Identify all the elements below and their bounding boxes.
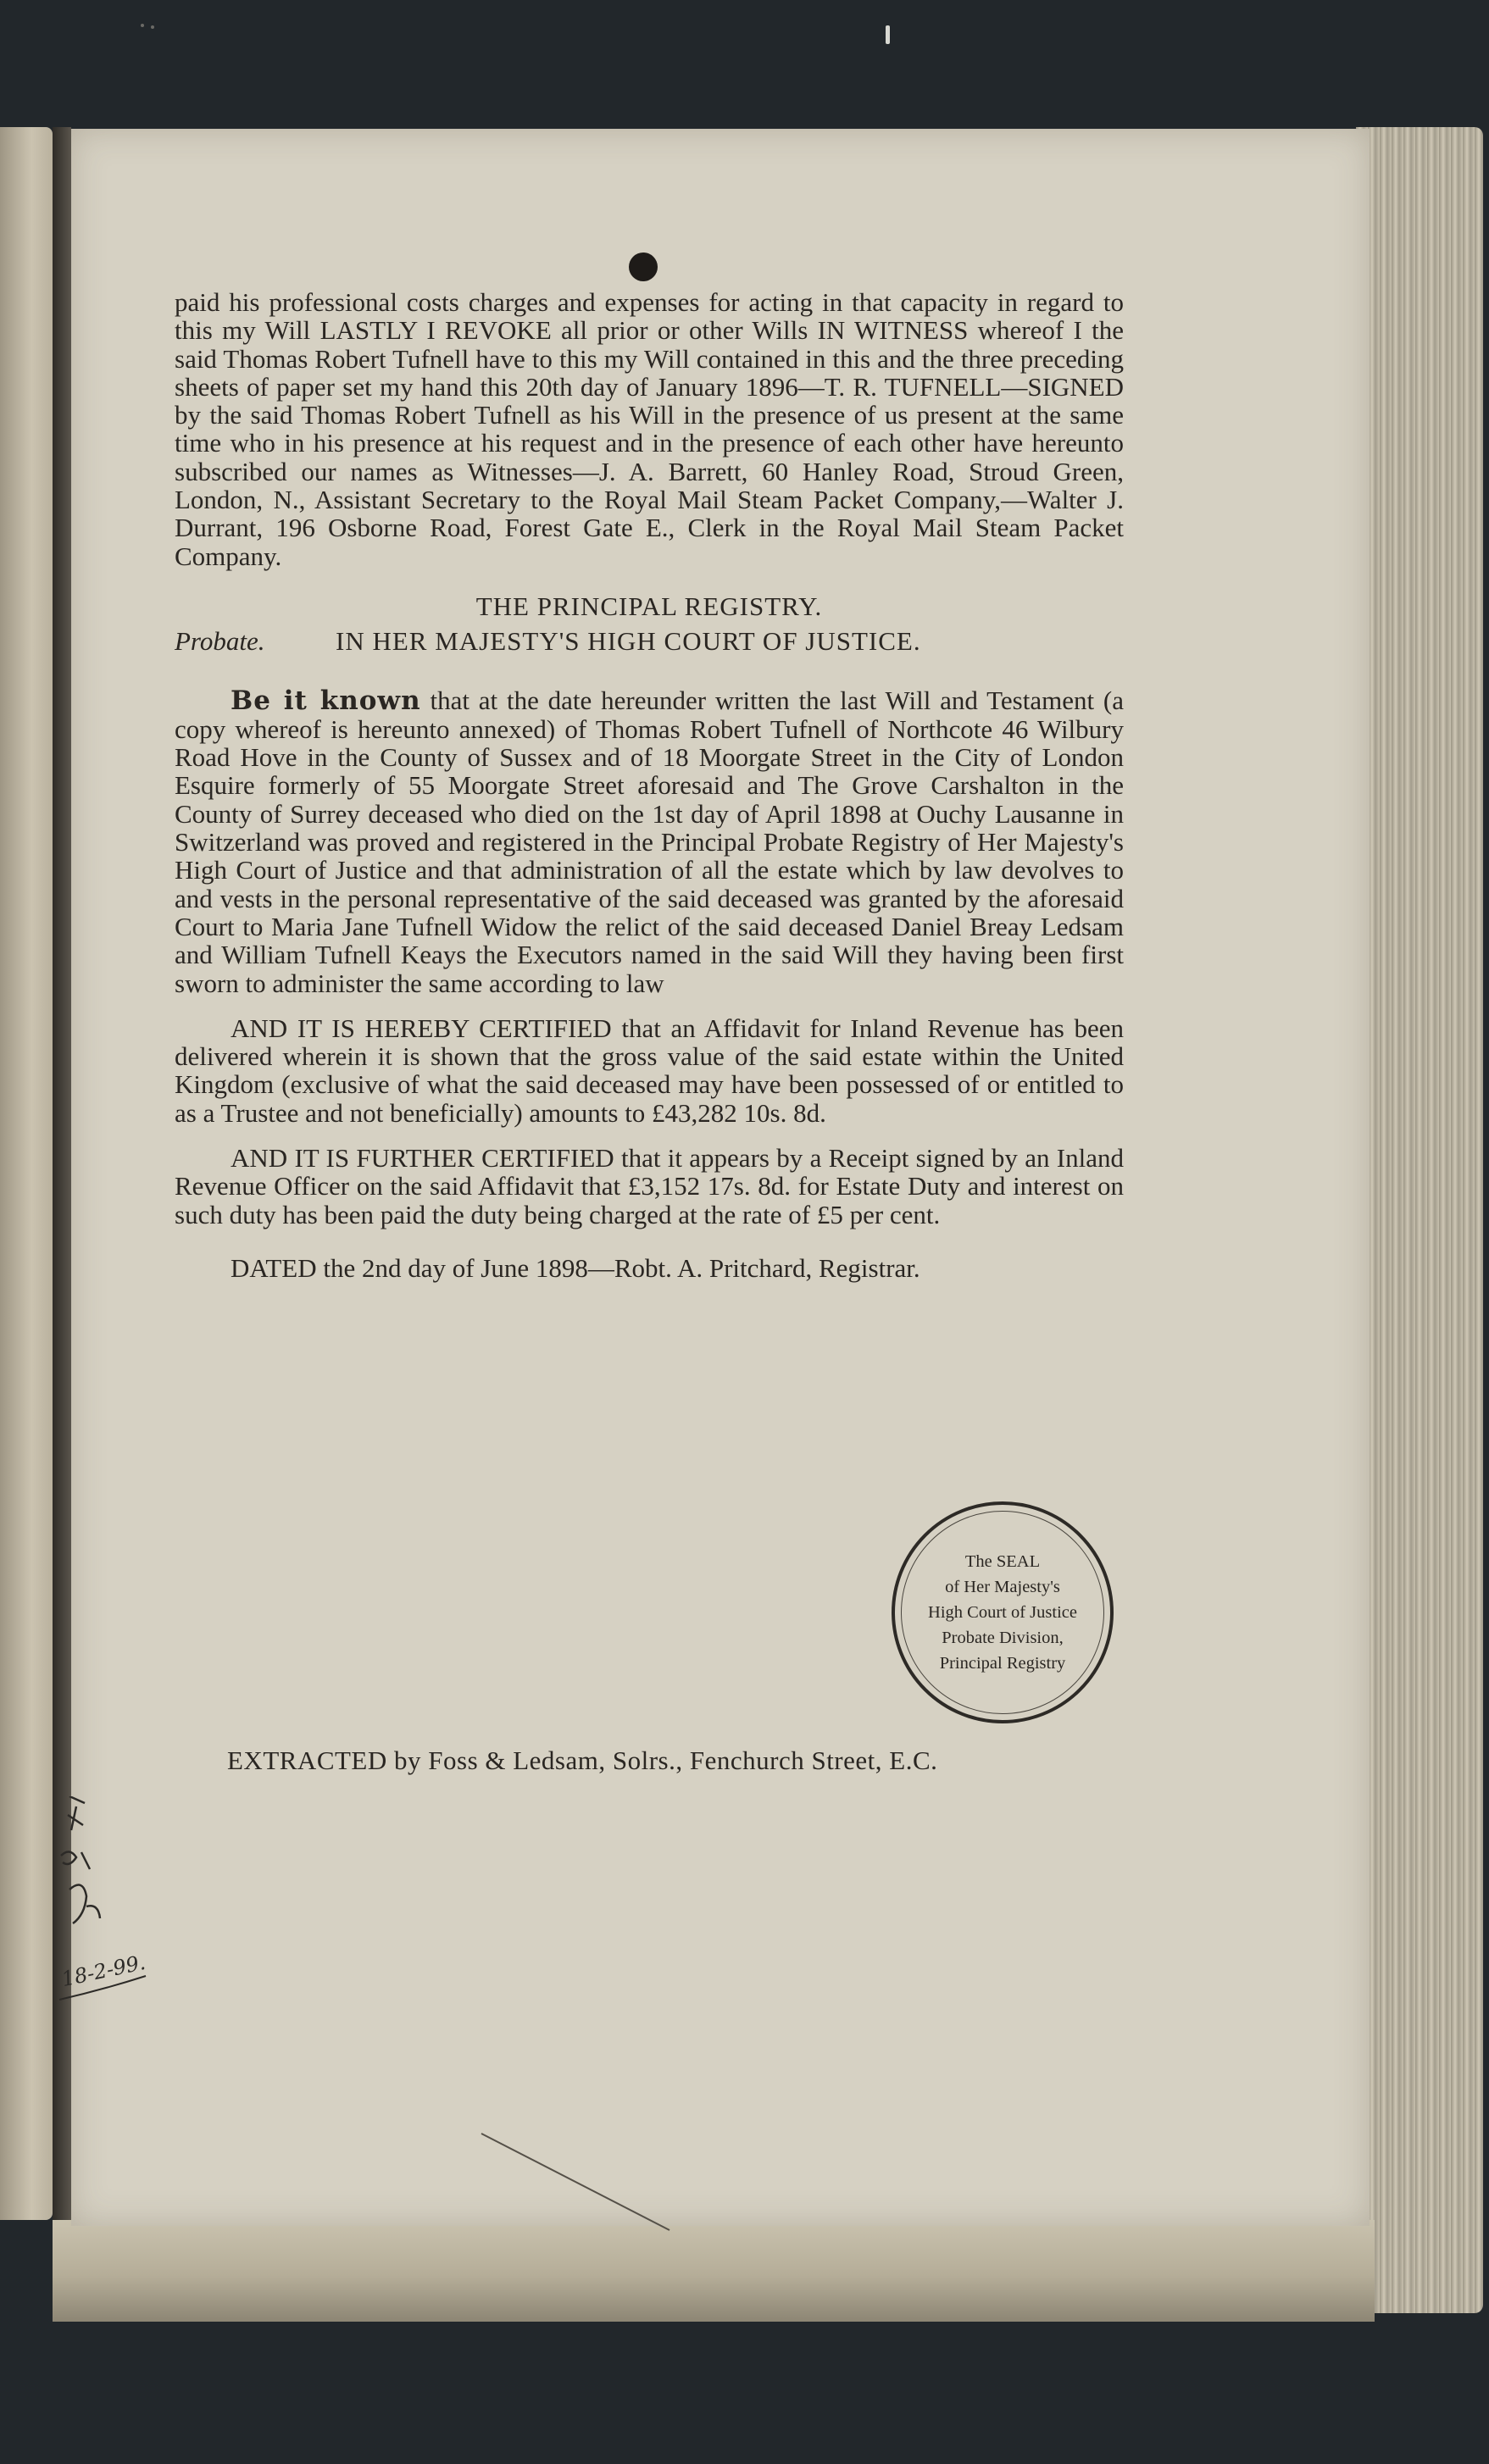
left-page-edge [0, 127, 53, 2220]
court-heading-row [175, 627, 1124, 655]
court-heading: IN HER MAJESTY'S HIGH COURT OF JUSTICE. [336, 626, 921, 657]
will-closing-paragraph: paid his professional costs charges and expenses for acting in that capacity in regard to this my Will LASTLY I REVOKE all prior or other Wills IN WITNESS whereof I the said Thomas Robert Tufnell have to this my Will contained in this and the three preceding sheets of paper set my hand this 20th day of January 1896—T. R. TUFNELL—SIGNED by the said Thomas Robert Tufnell as his Will in the presence of us present at the same time who in his presence at his request and in the presence of each other have hereunto subscribed our names as Witnesses—J. A. Barrett, 60 Hanley Road, Stroud Green, London, N., Assistant Secretary to the Royal Mail Steam Packet Company,—Walter J. Durrant, 196 Osborne Road, Forest Gate E., Clerk in the Royal Mail Steam Packet Company. [175, 287, 1124, 571]
seal-line: High Court of Justice [928, 1603, 1077, 1622]
seal-line: Principal Registry [939, 1654, 1066, 1673]
grant-text: that at the date hereunder written the last Will and Testament (a copy whereof is hereunto annexed) of Thomas Robert Tufnell of Northcote 46 Wilbury Road Hove in the County of Sussex and of 18 Moorgate Street in the City of London Esquire formerly of 55 Moorgate Street aforesaid and The Grove Carshalton in the County of Surrey deceased who died on the 1st day of April 1898 at Ouchy Lausanne in Switzerland was proved and registered in the Principal Probate Registry of Her Majesty's High Court of Justice and that administration of all the estate which by law devolves to and vests in the personal representative of the said deceased was granted by the aforesaid Court to Maria Jane Tufnell Widow the relict of the said deceased Daniel Breay Ledsam and William Tufnell Keays the Executors named in the said Will they having been first sworn to administer the same according to law [175, 685, 1125, 998]
extracted-line: EXTRACTED by Foss & Ledsam, Solrs., Fenchurch Street, E.C. [227, 1745, 938, 1775]
registry-heading: THE PRINCIPAL REGISTRY. [475, 591, 823, 621]
top-speck [881, 24, 895, 47]
grant-paragraph [175, 686, 1124, 997]
probate-margin-label: Probate. [175, 626, 265, 657]
page-crease-line [475, 2127, 695, 2237]
further-certified-paragraph: AND IT IS FURTHER CERTIFIED that it appears by a Receipt signed by an Inland Revenue Officer on the said Affidavit that £3,152 17s. 8d. for Estate Duty and interest on such duty has been paid the duty being charged at the rate of £5 per cent. [175, 1143, 1124, 1229]
dated-line: DATED the 2nd day of June 1898—Robt. A. Pritchard, Registrar. [231, 1252, 920, 1283]
corner-specks [136, 17, 169, 34]
document-body [175, 288, 1124, 1282]
margin-note-date: 18-2-99. [59, 1950, 148, 1992]
seal-text-block [901, 1511, 1104, 1714]
seal-line: The SEAL [964, 1552, 1041, 1571]
court-seal [892, 1501, 1114, 1723]
seal-line: of Her Majesty's [945, 1578, 1060, 1596]
seal-line: Probate Division, [942, 1629, 1064, 1647]
bottom-page-edge [53, 2220, 1375, 2322]
be-it-known-heading: Be it known [231, 685, 421, 716]
handwritten-margin-note [53, 1796, 154, 2017]
hereby-certified-paragraph: AND IT IS HEREBY CERTIFIED that an Affidavit for Inland Revenue has been delivered wherein it is shown that the gross value of the said estate within the United Kingdom (exclusive of what the said deceased may have been possessed of or entitled to as a Trustee and not beneficially) amounts to £43,282 10s. 8d. [175, 1013, 1124, 1128]
right-page-edges [1356, 127, 1483, 2313]
ink-blot [629, 253, 658, 281]
